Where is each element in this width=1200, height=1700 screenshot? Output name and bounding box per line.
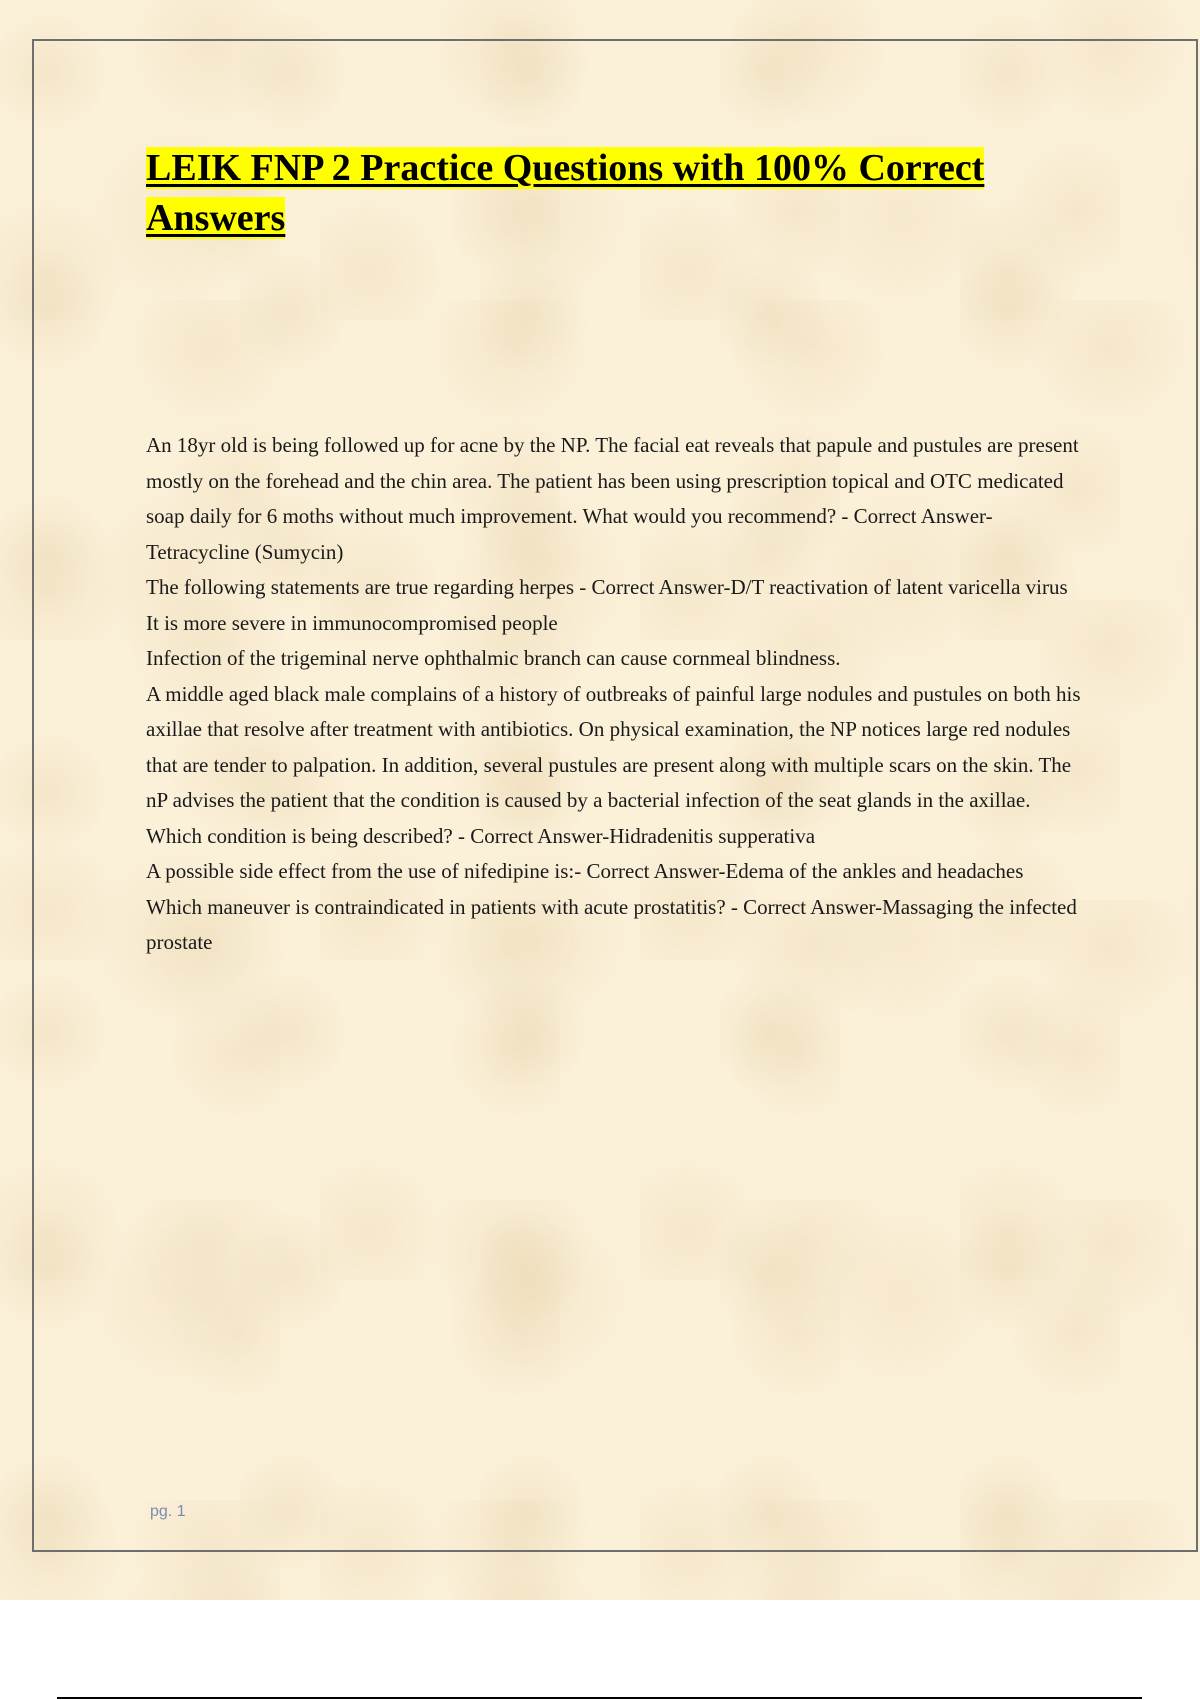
document-title [146, 143, 1046, 243]
answer-continuation: It is more severe in immunocompromised people [146, 610, 558, 635]
document-body [146, 428, 1086, 961]
question-answer: A middle aged black male complains of a history of outbreaks of painful large nodules and pustules on both his axillae that resolve after treatment with antibiotics. On physical examination, the NP notices large red nodules that are tender to palpation. In addition, several pustules are present along with multiple scars on the skin. The nP advises the patient that the condition is caused by a bacterial infection of the seat glands in the axillae. Which condition is being described? - Correct Answer-Hidradenitis supperativa [146, 681, 1081, 848]
question-answer: The following statements are true regarding herpes - Correct Answer-D/T reactivation of latent varicella virus [146, 575, 1068, 599]
question-answer: A possible side effect from the use of nifedipine is:- Correct Answer-Edema of the ankles and headaches [146, 859, 1024, 883]
page-number: pg. 1 [150, 1503, 186, 1520]
question-answer: An 18yr old is being followed up for acne by the NP. The facial eat reveals that papule and pustules are present mostly on the forehead and the chin area. The patient has been using prescription topical and OTC medicated soap daily for 6 moths without much improvement. What would you recommend? - Correct Answer-Tetracycline (Sumycin) [146, 433, 1079, 564]
title-highlight: LEIK FNP 2 Practice Questions with 100% Correct Answers [146, 147, 985, 239]
question-answer: Which maneuver is contraindicated in patients with acute prostatitis? - Correct Answer-Massaging the infected prostate [146, 894, 1077, 954]
answer-continuation: Infection of the trigeminal nerve ophthalmic branch can cause cornmeal blindness. [146, 646, 841, 670]
page-divider [57, 1697, 1142, 1699]
